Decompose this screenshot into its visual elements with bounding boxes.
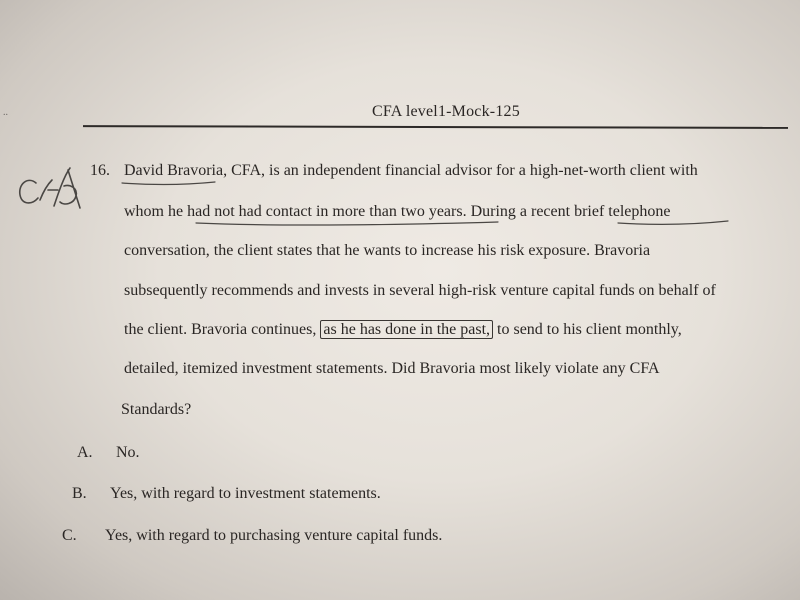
option-b-text: Yes, with regard to investment statements. (110, 485, 381, 502)
option-c-text: Yes, with regard to purchasing venture capital funds. (105, 527, 443, 544)
line5-post: to send to his client monthly, (497, 321, 682, 338)
header-rule (83, 125, 788, 129)
question-line-5 (124, 321, 682, 339)
option-a-text: No. (116, 444, 140, 461)
line5-pre: the client. Bravoria continues, (124, 321, 317, 338)
question-line-1: David Bravoria, CFA, is an independent financial advisor for a high-net-worth client with (124, 162, 698, 179)
option-b-letter: B. (72, 485, 87, 502)
option-a-letter: A. (77, 444, 93, 461)
boxed-phrase: as he has done in the past, (320, 320, 493, 339)
corner-mark: .. (3, 107, 8, 118)
question-line-4: subsequently recommends and invests in several high-risk venture capital funds on behalf of (124, 282, 716, 299)
page-header-title: CFA level1-Mock-125 (372, 103, 520, 120)
question-number: 16. (90, 162, 110, 179)
question-line-3: conversation, the client states that he wants to increase his risk exposure. Bravoria (124, 242, 651, 259)
question-line-2: whom he had not had contact in more than two years. During a recent brief telephone (124, 203, 671, 220)
question-line-7: Standards? (121, 401, 192, 418)
question-line-6: detailed, itemized investment statements. Did Bravoria most likely violate any CFA (124, 360, 660, 377)
option-c-letter: C. (62, 527, 77, 544)
handwritten-cfa-mark (20, 168, 80, 208)
